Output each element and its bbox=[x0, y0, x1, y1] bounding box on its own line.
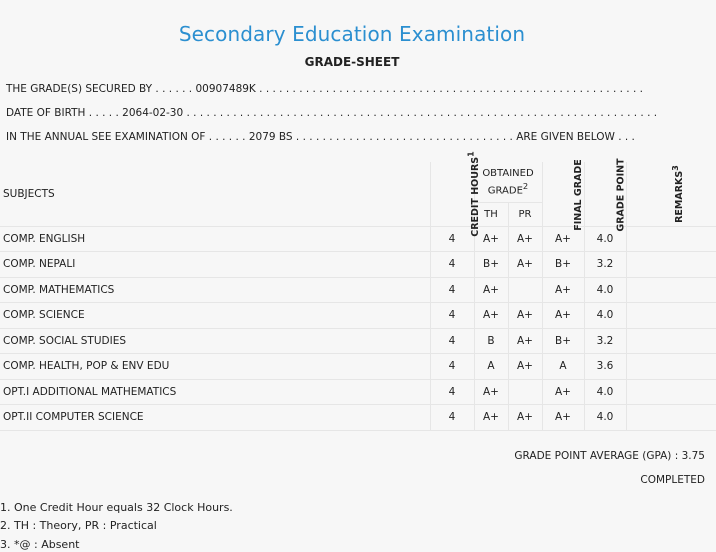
grade-table bbox=[0, 151, 716, 431]
table-row bbox=[0, 303, 716, 329]
pr-cell bbox=[508, 379, 542, 405]
table-row bbox=[0, 277, 716, 303]
pr-cell: A+ bbox=[508, 328, 542, 354]
page-subtitle: GRADE-SHEET bbox=[304, 55, 400, 69]
pr-cell: A+ bbox=[508, 226, 542, 252]
final-cell: A+ bbox=[542, 277, 584, 303]
dob-line: DATE OF BIRTH . . . . . 2064-02-30 . . . . . . . . . . . . . . . . . . . . . . . . . . . . . . . . . . . . . . . . . . . . . . . . . . . . . . . . . . . . . . . . . . . . . . . bbox=[6, 107, 658, 119]
gp-cell: 4.0 bbox=[584, 277, 626, 303]
obtained-grade-header: OBTAINED GRADE$^2$ bbox=[474, 162, 542, 202]
remarks-cell bbox=[626, 226, 716, 252]
subject-cell: COMP. ENGLISH bbox=[0, 226, 430, 252]
th-cell: B bbox=[474, 328, 508, 354]
pr-cell: A+ bbox=[508, 303, 542, 329]
table-row bbox=[0, 405, 716, 431]
gpa-summary: GRADE POINT AVERAGE (GPA) : 3.75 bbox=[514, 450, 705, 462]
footnote-2: 2. TH : Theory, PR : Practical bbox=[0, 519, 157, 532]
secured-by-line: THE GRADE(S) SECURED BY . . . . . . 00907489K . . . . . . . . . . . . . . . . . . . . . . . . . . . . . . . . . . . . . . . . . . . . . . . . . . . . . . . . . . bbox=[6, 83, 643, 95]
credit-hours-header: CREDIT HOURS$^1$ bbox=[430, 162, 474, 226]
remarks-header: REMARKS$^3$ bbox=[626, 162, 716, 226]
th-cell: A+ bbox=[474, 277, 508, 303]
footnote-3: 3. *@ : Absent bbox=[0, 538, 80, 551]
table-row bbox=[0, 328, 716, 354]
credit-cell: 4 bbox=[430, 354, 474, 380]
credit-cell: 4 bbox=[430, 303, 474, 329]
th-cell: A bbox=[474, 354, 508, 380]
th-cell: A+ bbox=[474, 405, 508, 431]
gp-cell: 3.2 bbox=[584, 328, 626, 354]
th-cell: A+ bbox=[474, 303, 508, 329]
pr-cell bbox=[508, 277, 542, 303]
th-cell: B+ bbox=[474, 252, 508, 278]
th-cell: A+ bbox=[474, 226, 508, 252]
table-row bbox=[0, 354, 716, 380]
remarks-cell bbox=[626, 252, 716, 278]
subject-cell: OPT.II COMPUTER SCIENCE bbox=[0, 405, 430, 431]
remarks-cell bbox=[626, 405, 716, 431]
final-cell: A+ bbox=[542, 379, 584, 405]
subject-cell: COMP. NEPALI bbox=[0, 252, 430, 278]
final-grade-header: FINAL GRADE bbox=[542, 162, 584, 226]
pr-header: PR bbox=[508, 202, 542, 226]
subject-cell: COMP. MATHEMATICS bbox=[0, 277, 430, 303]
table-row bbox=[0, 226, 716, 252]
credit-cell: 4 bbox=[430, 252, 474, 278]
final-cell: A+ bbox=[542, 226, 584, 252]
final-cell: B+ bbox=[542, 328, 584, 354]
table-row bbox=[0, 252, 716, 278]
credit-cell: 4 bbox=[430, 405, 474, 431]
remarks-cell bbox=[626, 277, 716, 303]
credit-cell: 4 bbox=[430, 277, 474, 303]
subject-cell: COMP. SCIENCE bbox=[0, 303, 430, 329]
subject-cell: COMP. SOCIAL STUDIES bbox=[0, 328, 430, 354]
remarks-cell bbox=[626, 328, 716, 354]
pr-cell: A+ bbox=[508, 252, 542, 278]
exam-line: IN THE ANNUAL SEE EXAMINATION OF . . . . . . 2079 BS . . . . . . . . . . . . . . . . . . . . . . . . . . . . . . . . . ARE GIVEN BELOW . . . bbox=[6, 131, 635, 143]
final-cell: B+ bbox=[542, 252, 584, 278]
final-cell: A+ bbox=[542, 303, 584, 329]
credit-cell: 4 bbox=[430, 379, 474, 405]
final-cell: A bbox=[542, 354, 584, 380]
result-status: COMPLETED bbox=[640, 474, 705, 486]
subject-cell: OPT.I ADDITIONAL MATHEMATICS bbox=[0, 379, 430, 405]
gp-cell: 4.0 bbox=[584, 303, 626, 329]
footnote-1: 1. One Credit Hour equals 32 Clock Hours. bbox=[0, 501, 233, 514]
subject-cell: COMP. HEALTH, POP & ENV EDU bbox=[0, 354, 430, 380]
credit-cell: 4 bbox=[430, 328, 474, 354]
th-header: TH bbox=[474, 202, 508, 226]
gp-cell: 4.0 bbox=[584, 405, 626, 431]
grade-point-header: GRADE POINT bbox=[584, 162, 626, 226]
th-cell: A+ bbox=[474, 379, 508, 405]
gp-cell: 3.2 bbox=[584, 252, 626, 278]
page-title: Secondary Education Examination bbox=[178, 22, 526, 46]
gp-cell: 4.0 bbox=[584, 226, 626, 252]
gp-cell: 3.6 bbox=[584, 354, 626, 380]
table-row bbox=[0, 379, 716, 405]
pr-cell: A+ bbox=[508, 405, 542, 431]
final-cell: A+ bbox=[542, 405, 584, 431]
remarks-cell bbox=[626, 303, 716, 329]
subjects-header: SUBJECTS bbox=[0, 162, 430, 226]
gp-cell: 4.0 bbox=[584, 379, 626, 405]
remarks-cell bbox=[626, 379, 716, 405]
credit-cell: 4 bbox=[430, 226, 474, 252]
pr-cell: A+ bbox=[508, 354, 542, 380]
remarks-cell bbox=[626, 354, 716, 380]
